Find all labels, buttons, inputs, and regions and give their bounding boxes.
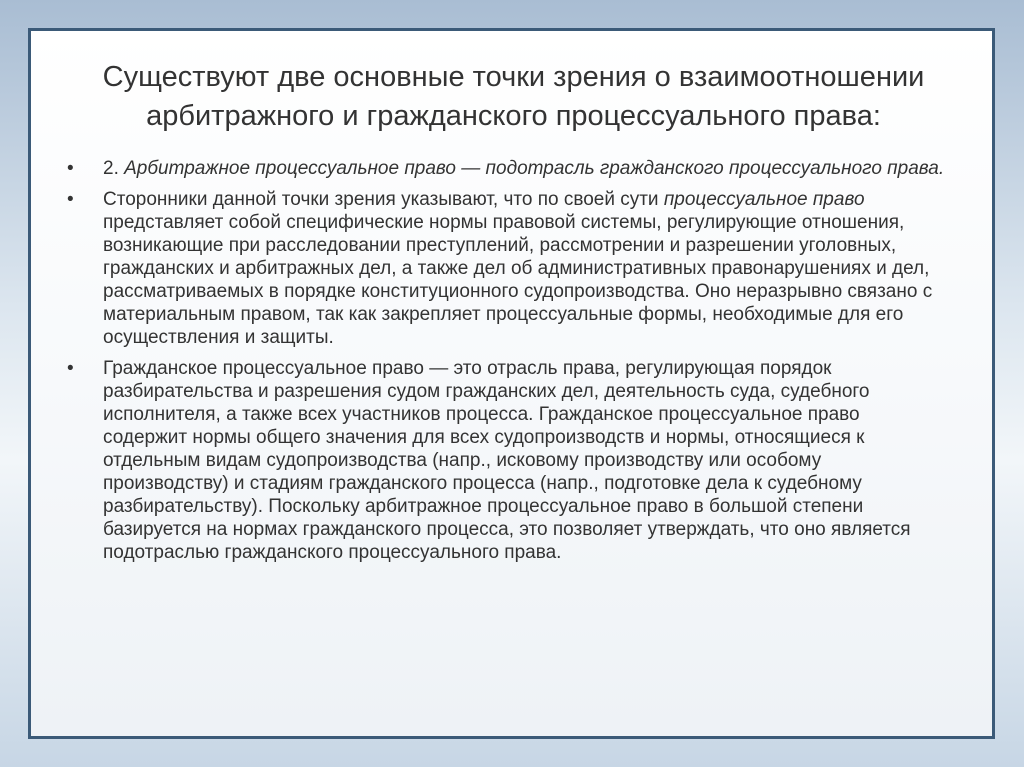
bullet-item-3: [67, 357, 947, 564]
bullet-dot-icon: •: [67, 189, 74, 210]
bullet-text-part1: Сторонники данной точки зрения указывают, что по своей сути: [103, 189, 664, 210]
bullet-dot-icon: •: [67, 358, 74, 379]
bullet-dot-icon: •: [67, 158, 74, 179]
bullet-italic-term: процессуальное право: [663, 189, 865, 210]
slide-frame: [28, 28, 995, 739]
bullet-text-part2: представляет собой специфические нормы правовой системы, регулирующие отношения, возникающие при расследовании преступлений, рассмотрении и разрешении уголовных, гражданских и арбитражных дел, а также дел об административных правонарушениях и дел, рассматриваемых в порядке конституционного судопроизводства. Оно неразрывно связано с материальным правом, так как закрепляет процессуальные формы, необходимые для его осуществления и защиты.: [103, 212, 933, 348]
bullet-text: Гражданское процессуальное право — это отрасль права, регулирующая порядок разбирательства и разрешения судом гражданских дел, деятельность суда, судебного исполнителя, а также всех участников процесса. Гражданское процессуальное право содержит нормы общего значения для всех судопроизводств и нормы, относящиеся к отдельным видам судопроизводства (напр., исковому производству или особому производству) и стадиям гражданского процесса (напр., подготовке дела к судебному разбирательству). Поскольку арбитражное процессуальное право в большой степени базируется на нормах гражданского процесса, это позволяет утверждать, что оно является подотраслью гражданского процессуального права.: [103, 358, 911, 563]
bullet-number: 2.: [103, 158, 125, 179]
slide-title: Существуют две основные точки зрения о взаимоотношении арбитражного и гражданского процессуального права:: [102, 61, 925, 132]
bullet-item-1: [67, 157, 947, 180]
bullet-item-2: [67, 188, 947, 349]
bullet-list: [67, 157, 947, 572]
bullet-italic-text: Арбитражное процессуальное право — подотрасль гражданского процессуального права.: [124, 158, 945, 179]
